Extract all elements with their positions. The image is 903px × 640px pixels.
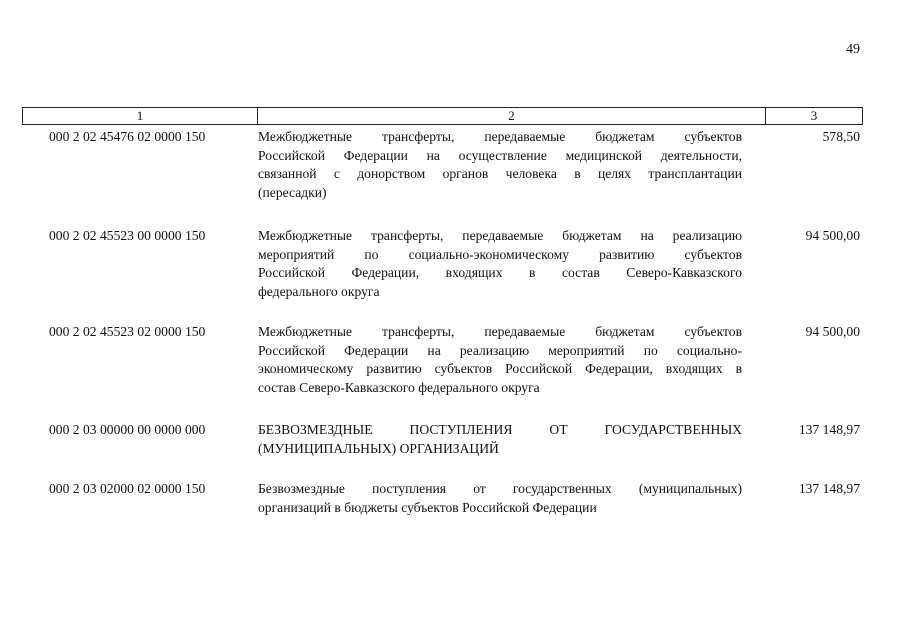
- description-line: Межбюджетные трансферты, передаваемые бюджетам субъектов: [258, 129, 742, 144]
- header-col-1: 1: [23, 108, 258, 124]
- budget-code: 000 2 03 02000 02 0000 150: [49, 481, 206, 496]
- row-description: [258, 421, 742, 458]
- amount: 137 148,97: [798, 481, 860, 496]
- budget-code: 000 2 02 45523 00 0000 150: [49, 228, 206, 243]
- description-line: Российской Федерации на реализацию мероприятий по социально-: [258, 342, 742, 358]
- description-line: состав Северо-Кавказского федерального округа: [258, 379, 540, 395]
- description-line: Безвозмездные поступления от государственных (муниципальных): [258, 481, 742, 496]
- description-line: (пересадки): [258, 184, 327, 200]
- description-line: (МУНИЦИПАЛЬНЫХ) ОРГАНИЗАЦИЙ: [258, 440, 499, 456]
- header-col-2: 2: [258, 108, 766, 124]
- description-line: Российской Федерации, входящих в состав Северо-Кавказского: [258, 265, 742, 280]
- table-header: [22, 107, 863, 125]
- amount: 94 500,00: [805, 324, 860, 339]
- row-description: [258, 480, 742, 517]
- description-line: БЕЗВОЗМЕЗДНЫЕ ПОСТУПЛЕНИЯ ОТ ГОСУДАРСТВЕННЫХ: [258, 422, 742, 437]
- amount: 578,50: [822, 129, 860, 144]
- row-description: [258, 227, 742, 301]
- page-number: 49: [846, 42, 860, 57]
- row-description: [258, 128, 742, 202]
- header-col-3: 3: [810, 108, 818, 123]
- description-line: Российской Федерации на осуществление медицинской деятельности,: [258, 147, 742, 163]
- amount: 137 148,97: [798, 422, 860, 437]
- description-line: Межбюджетные трансферты, передаваемые бюджетам субъектов: [258, 324, 742, 339]
- row-description: [258, 323, 742, 397]
- description-line: Межбюджетные трансферты, передаваемые бюджетам на реализацию: [258, 228, 742, 243]
- description-line: мероприятий по социально-экономическому развитию субъектов: [258, 246, 742, 262]
- description-line: связанной с донорством органов человека в целях трансплантации: [258, 166, 742, 181]
- description-line: федерального округа: [258, 283, 380, 299]
- budget-code: 000 2 02 45523 02 0000 150: [49, 324, 206, 339]
- budget-code: 000 2 03 00000 00 0000 000: [49, 422, 206, 437]
- budget-code: 000 2 02 45476 02 0000 150: [49, 129, 206, 144]
- amount: 94 500,00: [805, 228, 860, 243]
- description-line: организаций в бюджеты субъектов Российской Федерации: [258, 499, 597, 515]
- description-line: экономическому развитию субъектов Российской Федерации, входящих в: [258, 361, 742, 376]
